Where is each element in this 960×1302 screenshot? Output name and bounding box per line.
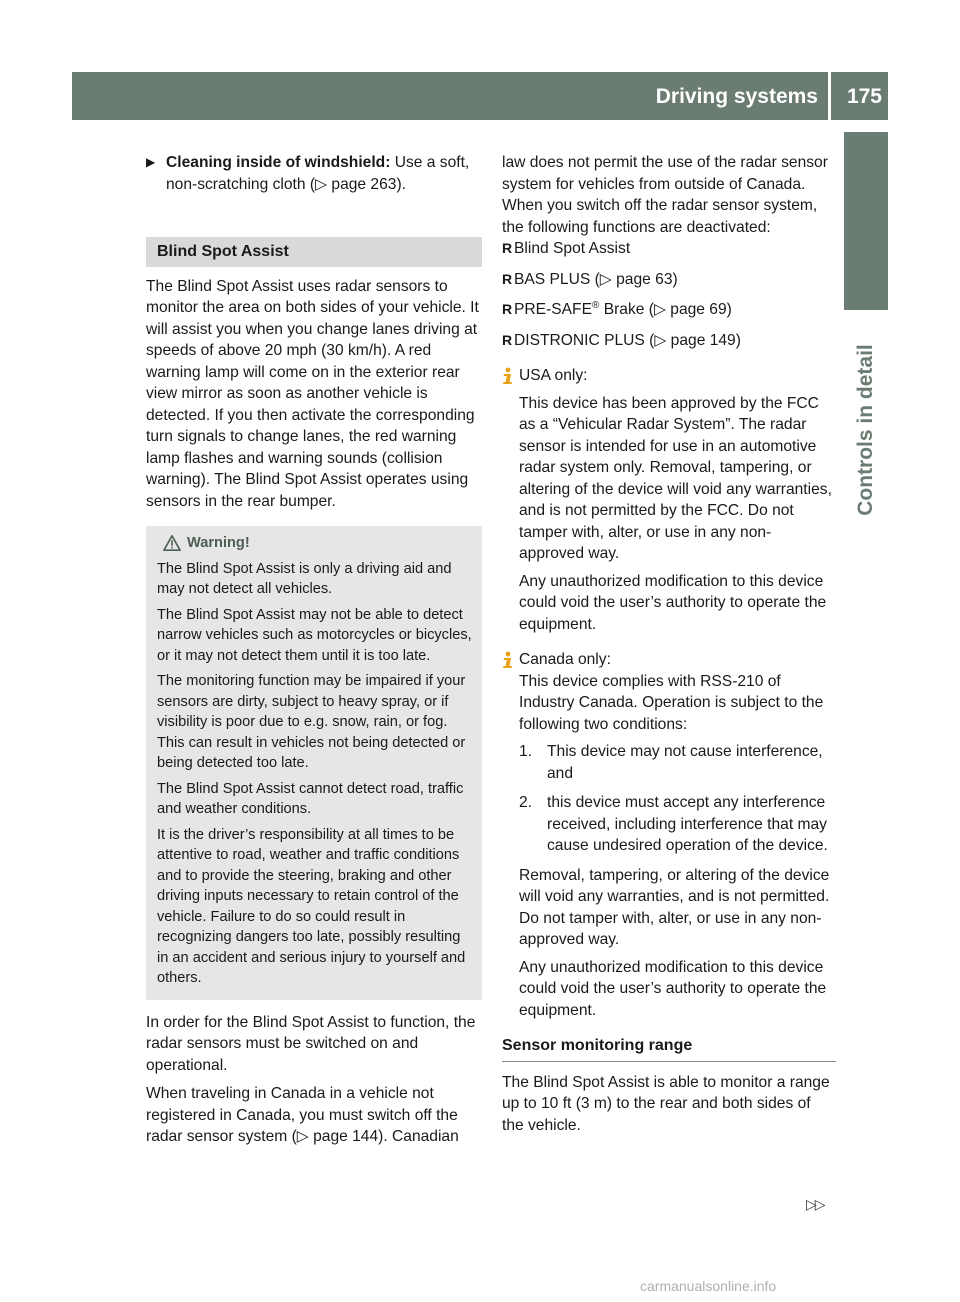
conditions-list [519,741,836,857]
bullet-mark: R [502,270,513,287]
side-tab [844,132,888,310]
warning-paragraph: The monitoring function may be impaired if your sensors are dirty, subject to heavy spray, or if visibility is poor due to e.g. snow, rain, or fog. This can result in vehicles not being detected or being detected too late. [157,673,466,771]
list-item [502,269,836,291]
section-heading: Blind Spot Assist [146,237,482,267]
intro-paragraph: The Blind Spot Assist uses radar sensors to monitor the area on both sides of your vehicle. It will assist you when you change lanes driving at speeds of above 20 mph (30 km/h). A red warning lamp will come on in the exterior rear view mirror as soon as another vehicle is detected. If you then activate the corresponding turn signals to change lanes, the red warning lamp flashes and warning sounds (collision warning). The Blind Spot Assist operates using sensors in the rear bumper. [146,277,479,510]
info-paragraph: Any unauthorized modification to this device could void the user’s authority to operate the equipment. [519,958,827,1019]
page-title: Driving systems [655,85,818,108]
info-paragraph: Removal, tampering, or altering of the device will void any warranties, and is not permitted. Do not tamper with, alter, or use in any non-approved way. [519,866,830,948]
info-paragraph: This device has been approved by the FCC as a “Vehicular Radar System”. The radar sensor is intended for use in an automotive radar system only. Removal, tampering, or altering of the device will void any warranties, and is not permitted by the FCC. Do not tamper with, alter, or use in any non-approved way. [519,394,832,562]
registered-mark: ® [591,299,600,311]
list-item-text: PRE-SAFE [514,301,592,318]
list-item [502,330,836,352]
info-usa [502,365,836,635]
bullet-mark: R [502,331,513,348]
list-item-text: Blind Spot Assist [514,240,631,257]
function-paragraph: In order for the Blind Spot Assist to function, the radar sensors must be switched on and operational. [146,1013,476,1074]
list-item [519,741,836,784]
info-title: Canada only: [519,651,611,668]
warning-paragraph: It is the driver’s responsibility at all times to be attentive to road, weather and traffic conditions and to provide the steering, braking and other driving inputs necessary to retain control of the vehicle. Failure to do so could result in recognizing dangers too late, possibly resulting in an accident and serious injury to yourself and others. [157,826,466,986]
deactivated-list [502,238,836,351]
sub-heading: Sensor monitoring range [502,1035,836,1062]
side-tab-label: Controls in detail [854,344,877,516]
list-item-text-rest: Brake (▷ page 69) [599,301,732,318]
header-bar [72,72,888,120]
warning-triangle-icon [163,534,181,552]
list-item [519,792,836,857]
right-column [502,152,836,1143]
watermark: carmanualsonline.info [640,1278,777,1294]
bullet-mark: R [502,240,513,256]
continue-arrows-icon: ▷▷ [806,1196,824,1212]
info-icon [502,367,518,385]
list-number: 2. [519,794,533,811]
canada-paragraph: When traveling in Canada in a vehicle not registered in Canada, you must switch off the radar sensor system (▷ page 144). Canadian [146,1085,459,1145]
instruction-step [146,152,482,195]
info-intro: This device complies with RSS-210 of Industry Canada. Operation is subject to the following two conditions: [519,672,824,733]
info-title: USA only: [519,367,588,384]
law-paragraph: law does not permit the use of the radar sensor system for vehicles from outside of Canada. When you switch off the radar sensor system, the following functions are deactivated: [502,154,828,236]
warning-title: Warning! [187,535,250,551]
warning-header [157,533,473,554]
step-text: Use a soft, non-scratching cloth (▷ page 263). [166,154,470,193]
warning-box [146,526,482,1000]
step-arrow-icon: ▶ [146,155,156,169]
list-item [502,238,836,260]
info-paragraph: Any unauthorized modification to this device could void the user’s authority to operate the equipment. [519,572,827,633]
list-item-text: BAS PLUS (▷ page 63) [514,270,678,288]
header-divider [828,72,831,120]
warning-paragraph: The Blind Spot Assist is only a driving aid and may not detect all vehicles. [157,560,452,597]
page-number: 175 [846,85,882,108]
bullet-mark: R [502,301,513,317]
list-item-text: This device may not cause interference, and [547,743,823,782]
info-icon [502,651,518,669]
list-item [502,299,836,321]
info-canada [502,649,836,1021]
list-item-text: DISTRONIC PLUS (▷ page 149) [514,331,741,349]
warning-paragraph: The Blind Spot Assist may not be able to detect narrow vehicles such as motorcycles or bicycles, or it may not detect them until it is too late. [157,606,472,664]
list-number: 1. [519,743,533,760]
left-column [146,152,482,1155]
step-label: Cleaning inside of windshield: [166,154,391,171]
list-item-text: this device must accept any interference received, including interference that may cause undesired operation of the device. [547,794,828,854]
range-paragraph: The Blind Spot Assist is able to monitor a range up to 10 ft (3 m) to the rear and both sides of the vehicle. [502,1073,830,1134]
warning-paragraph: The Blind Spot Assist cannot detect road, traffic and weather conditions. [157,780,464,817]
